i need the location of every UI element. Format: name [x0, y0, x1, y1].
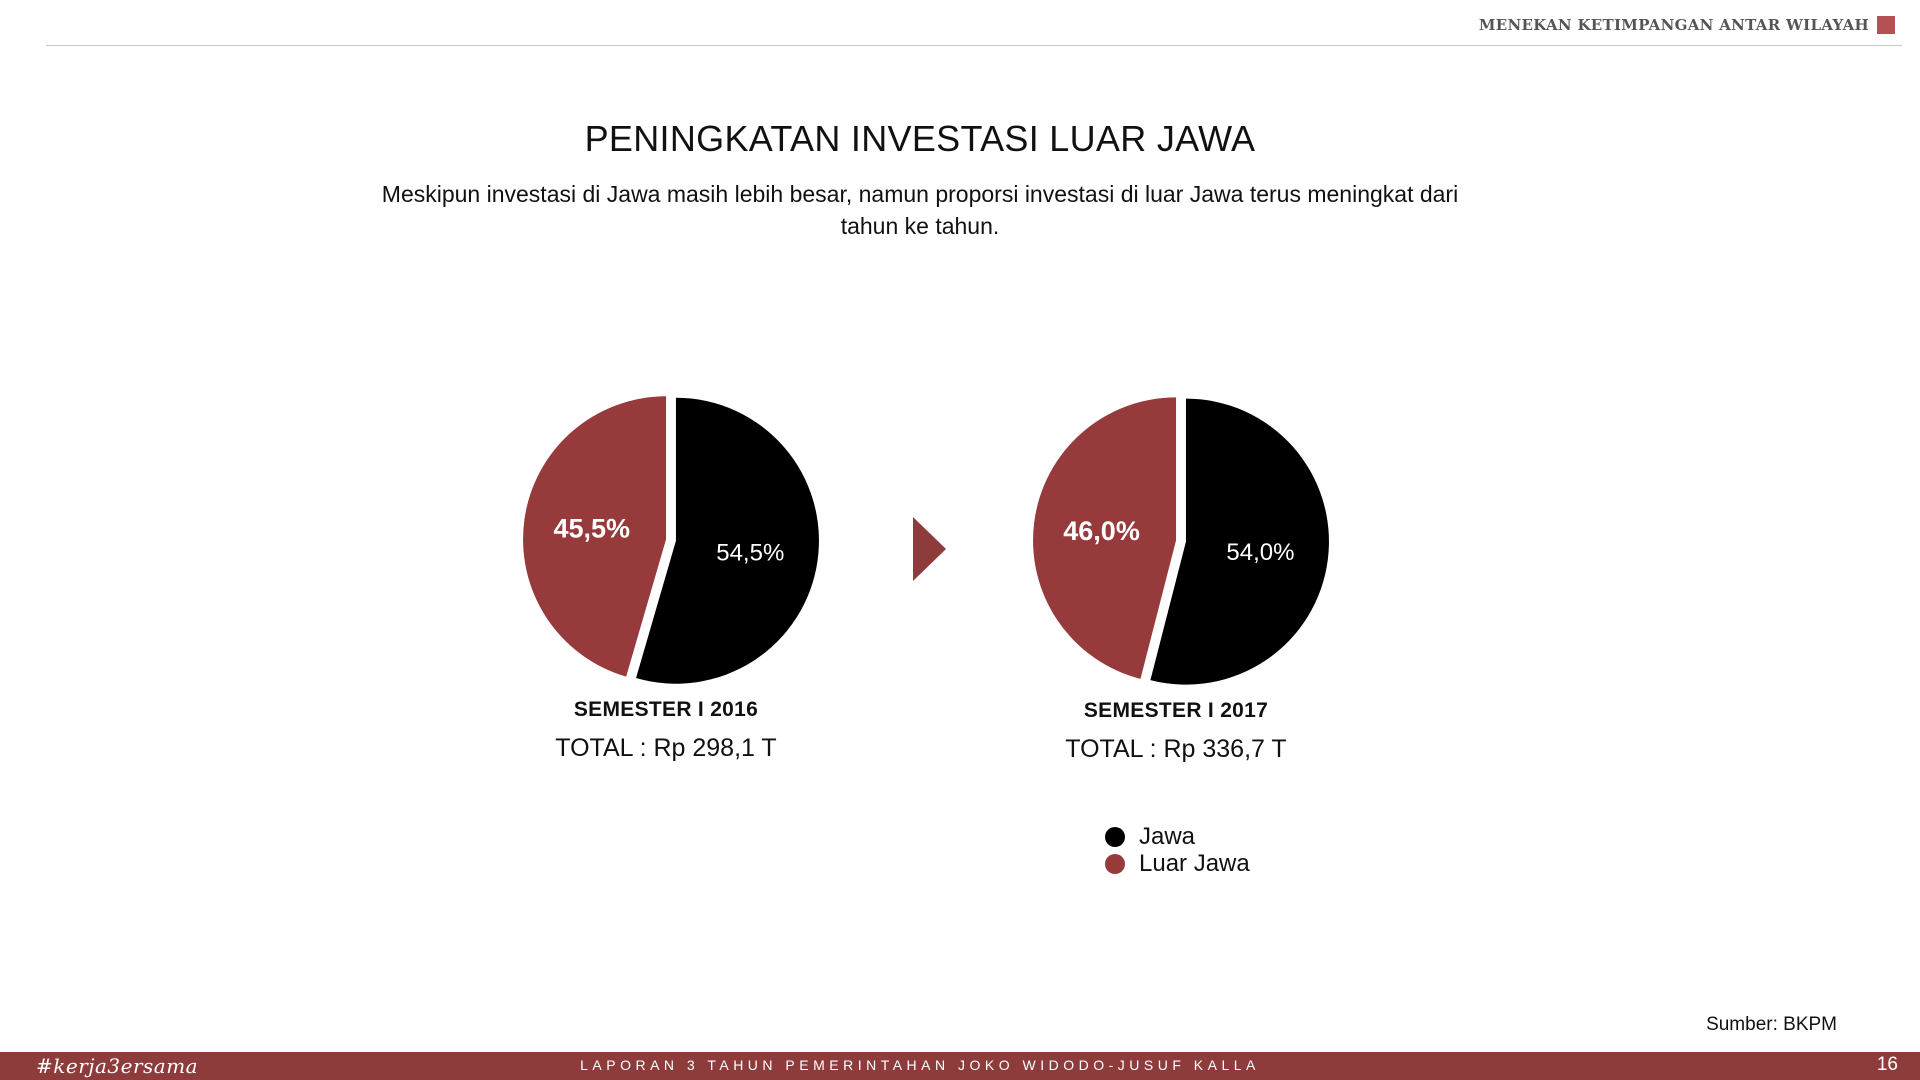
- arrow-right-icon: [913, 517, 946, 581]
- chart-caption-2016: [466, 698, 866, 763]
- page-number: 16: [1876, 1054, 1898, 1075]
- footer-title: LAPORAN 3 TAHUN PEMERINTAHAN JOKO WIDODO-JUSUF KALLA: [580, 1057, 1260, 1073]
- source-note: Sumber: BKPM: [1706, 1014, 1837, 1035]
- pie-label-jawa: 54,5%: [716, 539, 785, 567]
- chart-total: TOTAL : Rp 336,7 T: [1065, 735, 1287, 763]
- chart-period: SEMESTER I 2017: [1083, 699, 1269, 722]
- section-title: MENEKAN KETIMPANGAN ANTAR WILAYAH: [1478, 16, 1869, 34]
- page-subtitle: Meskipun investasi di Jawa masih lebih besar, namun proporsi investasi di luar Jawa terus meningkat dari tahun ke tahun.: [381, 181, 1459, 239]
- chart-period: SEMESTER I 2016: [573, 698, 759, 721]
- footer-bar: [0, 1052, 1920, 1080]
- pie-label-luar-jawa: 46,0%: [1063, 515, 1140, 546]
- legend: [1105, 823, 1250, 877]
- legend-item-luar-jawa: [1105, 850, 1250, 877]
- footer-hashtag: #kerja3ersama: [36, 1054, 199, 1078]
- legend-label: Luar Jawa: [1139, 849, 1250, 877]
- chart-caption-2017: [976, 699, 1376, 764]
- page-title: PENINGKATAN INVESTASI LUAR JAWA: [584, 118, 1256, 159]
- pie-label-jawa: 54,0%: [1226, 539, 1295, 567]
- legend-swatch: [1105, 827, 1125, 847]
- pie-label-luar-jawa: 45,5%: [553, 513, 631, 544]
- chart-total: TOTAL : Rp 298,1 T: [555, 734, 777, 762]
- legend-item-jawa: [1105, 823, 1250, 850]
- legend-swatch: [1105, 854, 1125, 874]
- legend-label: Jawa: [1139, 822, 1196, 850]
